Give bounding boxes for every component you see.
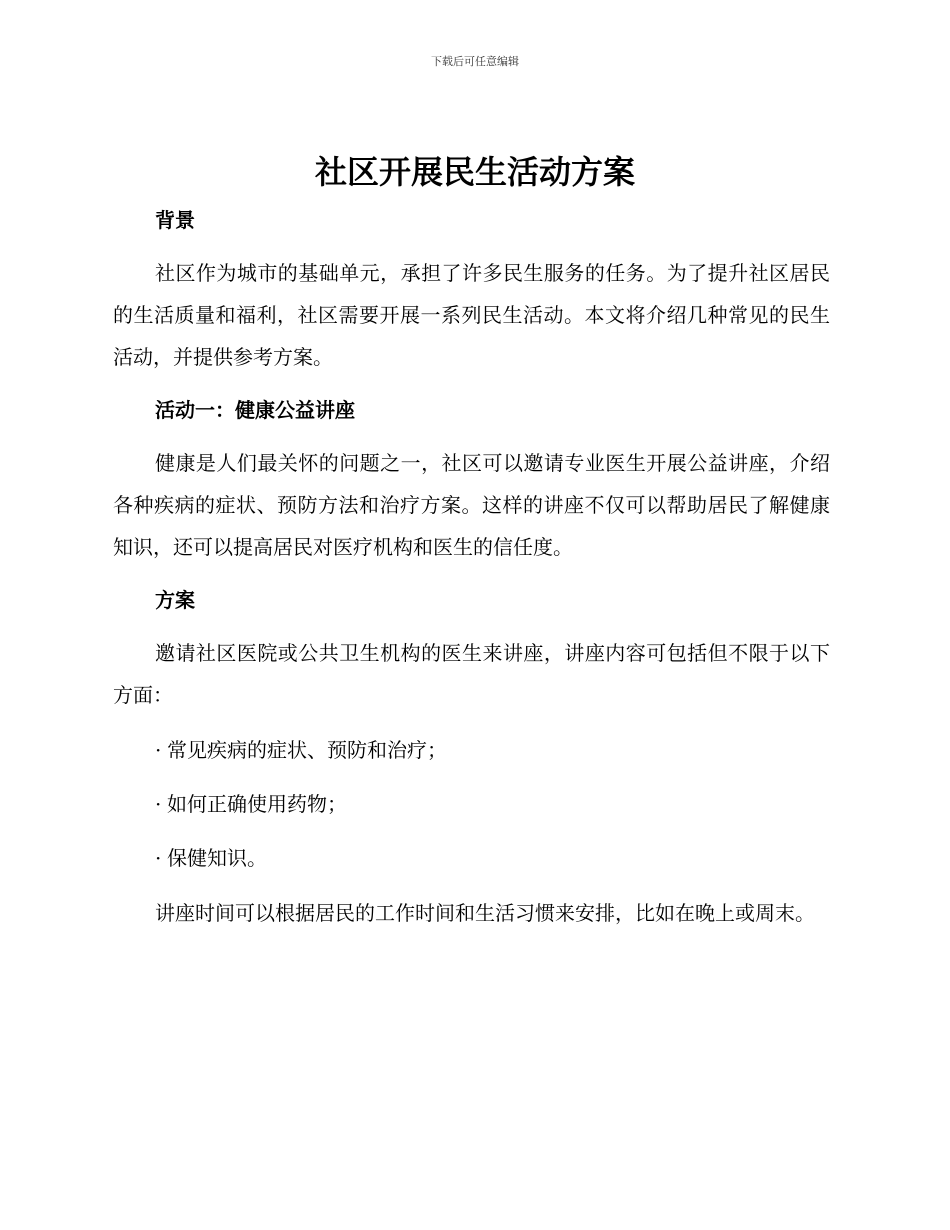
bullet-dot-icon: · bbox=[155, 738, 162, 762]
document-body bbox=[113, 200, 830, 934]
list-item bbox=[113, 838, 830, 878]
section-heading-background: 背景 bbox=[155, 208, 195, 232]
list-item-text: 保健知识。 bbox=[167, 846, 267, 870]
paragraph-plan-closing: 讲座时间可以根据居民的工作时间和生活习惯来安排，比如在晚上或周末。 bbox=[155, 901, 815, 925]
section-heading-plan: 方案 bbox=[155, 588, 195, 612]
list-item bbox=[113, 730, 830, 770]
list-item-text: 常见疾病的症状、预防和治疗； bbox=[167, 738, 447, 762]
bullet-dot-icon: · bbox=[155, 792, 162, 816]
paragraph-background: 社区作为城市的基础单元，承担了许多民生服务的任务。为了提升社区居民的生活质量和福利，社区需要开展一系列民生活动。本文将介绍几种常见的民生活动，并提供参考方案。 bbox=[113, 261, 830, 369]
list-item bbox=[113, 784, 830, 824]
bullet-dot-icon: · bbox=[155, 846, 162, 870]
paragraph-activity-1: 健康是人们最关怀的问题之一，社区可以邀请专业医生开展公益讲座，介绍各种疾病的症状、预防方法和治疗方案。这样的讲座不仅可以帮助居民了解健康知识，还可以提高居民对医疗机构和医生的信任度。 bbox=[113, 451, 830, 559]
list-item-text: 如何正确使用药物； bbox=[167, 792, 347, 816]
page-title: 社区开展民生活动方案 bbox=[314, 153, 635, 191]
paragraph-plan: 邀请社区医院或公共卫生机构的医生来讲座，讲座内容可包括但不限于以下方面： bbox=[113, 641, 830, 707]
header-note: 下载后可任意编辑 bbox=[431, 55, 519, 68]
section-heading-activity-1: 活动一：健康公益讲座 bbox=[155, 398, 355, 422]
